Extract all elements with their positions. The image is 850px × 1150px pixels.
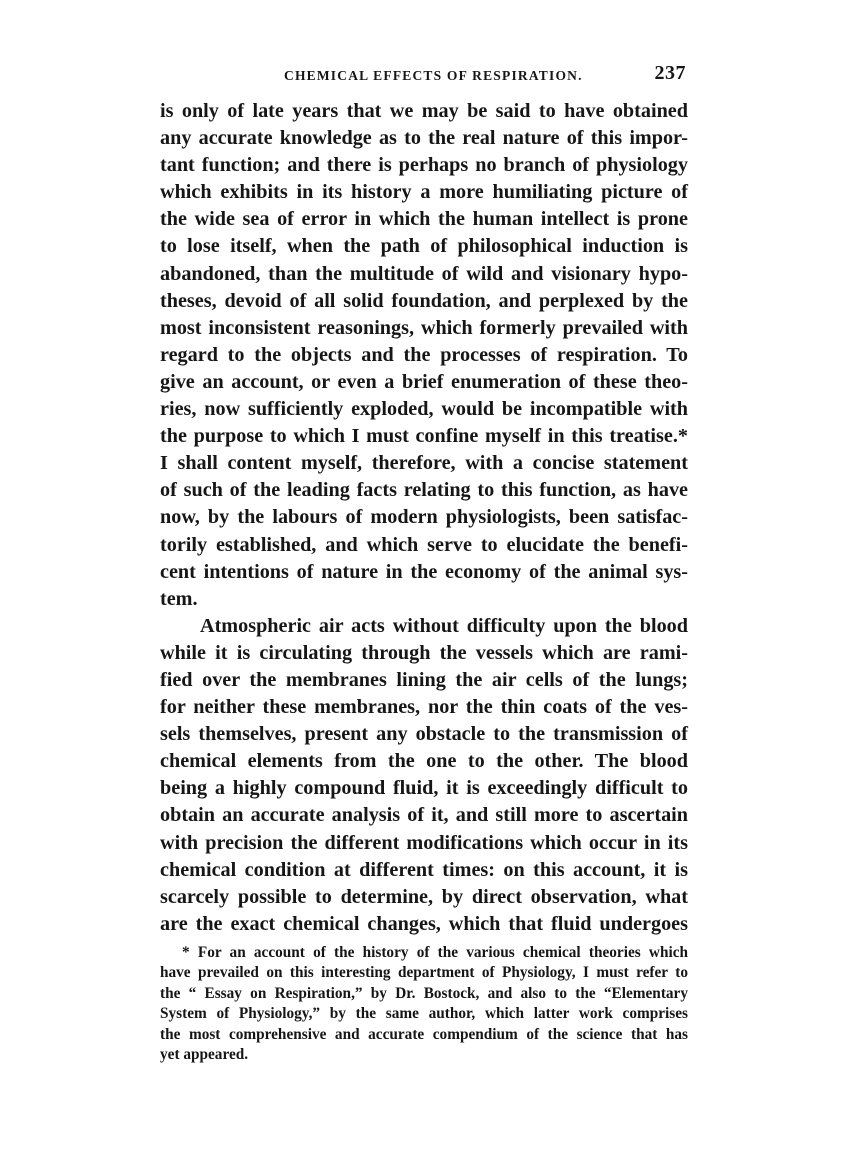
- page-number: 237: [654, 62, 686, 84]
- text-line: with precision the different modifications which occur in its: [160, 831, 688, 854]
- text-line: any accurate knowledge as to the real nature of this impor-: [160, 127, 688, 150]
- running-head: [160, 62, 688, 90]
- text-line: while it is circulating through the vessels which are rami-: [160, 641, 688, 664]
- footnote-line: yet appeared.: [160, 1045, 249, 1063]
- text-line: to lose itself, when the path of philosophical induction is: [160, 235, 688, 258]
- text-line: now, by the labours of modern physiologists, been satisfac-: [160, 506, 688, 529]
- text-line: cent intentions of nature in the economy of the animal sys-: [160, 560, 688, 583]
- text-line: the purpose to which I must confine myself in this treatise.*: [160, 425, 688, 448]
- text-line: give an account, or even a brief enumeration of these theo-: [160, 370, 688, 393]
- text-line: I shall content myself, therefore, with a concise statement: [160, 452, 688, 475]
- text-line: chemical elements from the one to the other. The blood: [160, 750, 688, 773]
- text-line: most inconsistent reasonings, which formerly prevailed with: [160, 316, 688, 339]
- text-line: torily established, and which serve to elucidate the benefi-: [160, 533, 688, 556]
- paragraph-start-line: Atmospheric air acts without difficulty upon the blood: [200, 614, 688, 637]
- text-line: regard to the objects and the processes of respiration. To: [160, 343, 688, 366]
- text-line: tant function; and there is perhaps no branch of physiology: [160, 154, 688, 177]
- text-line: being a highly compound fluid, it is exceedingly difficult to: [160, 777, 688, 800]
- text-line: the wide sea of error in which the human intellect is prone: [160, 208, 688, 231]
- running-title: CHEMICAL EFFECTS OF RESPIRATION.: [284, 68, 583, 83]
- text-line: sels themselves, present any obstacle to the transmission of: [160, 723, 688, 746]
- footnote-line: the most comprehensive and accurate compendium of the science that has: [160, 1025, 688, 1043]
- text-line: obtain an accurate analysis of it, and still more to ascertain: [160, 804, 688, 827]
- footnote-line: System of Physiology,” by the same author, which latter work comprises: [160, 1005, 688, 1023]
- text-line: is only of late years that we may be said to have obtained: [160, 100, 688, 122]
- footnote: [160, 943, 688, 1065]
- body-text: [160, 98, 688, 938]
- footnote-line: the “ Essay on Respiration,” by Dr. Bostock, and also to the “Elementary: [160, 984, 688, 1002]
- text-line: scarcely possible to determine, by direct observation, what: [160, 885, 688, 908]
- text-line: abandoned, than the multitude of wild and visionary hypo-: [160, 262, 688, 285]
- text-line: which exhibits in its history a more humiliating picture of: [160, 181, 688, 204]
- text-line: are the exact chemical changes, which that fluid undergoes: [160, 912, 688, 935]
- footnote-line: * For an account of the history of the various chemical theories which: [182, 944, 688, 961]
- text-line: theses, devoid of all solid foundation, and perplexed by the: [160, 289, 688, 312]
- text-line: tem.: [160, 587, 198, 610]
- footnote-line: have prevailed on this interesting department of Physiology, I must refer to: [160, 964, 688, 982]
- text-line: chemical condition at different times: on this account, it is: [160, 858, 688, 881]
- text-line: of such of the leading facts relating to this function, as have: [160, 479, 688, 502]
- text-line: ries, now sufficiently exploded, would be incompatible with: [160, 398, 688, 421]
- text-line: fied over the membranes lining the air cells of the lungs;: [160, 668, 688, 691]
- text-line: for neither these membranes, nor the thin coats of the ves-: [160, 696, 688, 719]
